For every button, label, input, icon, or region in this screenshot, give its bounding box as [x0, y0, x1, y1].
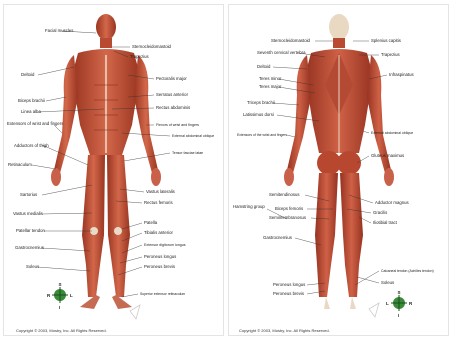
- label-teres-minor: Teres minor: [259, 76, 282, 81]
- compass-rose-posterior: [386, 290, 413, 318]
- compass-r-post: R: [409, 301, 413, 306]
- label-extensors-wrist-post: Extensors of the wrist and fingers: [237, 133, 288, 137]
- label-iliotibial-tract: Iliotibial tract: [373, 220, 397, 225]
- label-soleus-post: Soleus: [381, 280, 395, 285]
- label-rectus-abdominis: Rectus abdominis: [156, 105, 191, 110]
- label-deltoid: Deltoid: [21, 72, 35, 77]
- label-peroneus-brevis-post: Peroneus brevis: [273, 291, 305, 296]
- label-facial-muscles: Facial muscles: [45, 28, 74, 33]
- label-biceps-femoris: Biceps femoris: [275, 206, 304, 211]
- label-gracilis: Gracilis: [373, 210, 388, 215]
- label-pectoralis-major: Pectoralis major: [156, 76, 187, 81]
- label-vastus-lateralis: Vastus lateralis: [146, 189, 175, 194]
- compass-i-post: I: [398, 313, 400, 318]
- label-latissimus-dorsi: Latissimus dorsi: [243, 112, 274, 117]
- label-calcaneal-tendon: Calcaneal tendon (Achilles tendon): [381, 269, 434, 273]
- brand-mark-posterior: [369, 303, 379, 317]
- compass-rose-anterior: [47, 282, 73, 310]
- copyright-posterior: Copyright © 2003, Mosby, Inc. All Rights Reserved.: [239, 328, 330, 333]
- label-gluteus-maximus: Gluteus maximus: [371, 153, 405, 158]
- label-adductors-thigh: Adductors of thigh: [14, 143, 49, 148]
- label-patellar-tendon: Patellar tendon: [16, 228, 45, 233]
- label-peroneus-longus-post: Peroneus longus: [273, 282, 306, 287]
- label-tibialis-anterior: Tibialis anterior: [144, 230, 173, 235]
- brand-mark-anterior: [130, 305, 140, 319]
- label-gastrocnemius-post: Gastrocnemius: [263, 235, 292, 240]
- label-sternocleidomastoid-post: Sternocleidomastoid: [271, 38, 310, 43]
- label-seventh-cervical-vertebra: Seventh cervical vertebra: [257, 50, 306, 55]
- label-linea-alba: Linea alba: [21, 109, 41, 114]
- anterior-figure: [4, 5, 223, 335]
- compass-r: R: [47, 293, 51, 298]
- label-sartorius: Sartorius: [20, 192, 38, 197]
- label-deltoid-post: Deltoid: [257, 64, 271, 69]
- label-soleus: Soleus: [26, 264, 40, 269]
- posterior-view-panel: [228, 4, 449, 336]
- label-patella: Patella: [144, 220, 158, 225]
- label-extensor-digitorum-longus: Extensor digitorum longus: [144, 243, 186, 247]
- compass-l-post: L: [386, 301, 389, 306]
- label-semitendinosus: Semitendinosus: [269, 192, 300, 197]
- label-trapezius-post: Trapezius: [381, 52, 400, 57]
- label-external-oblique: External abdominal oblique: [172, 134, 215, 138]
- label-extensors-wrist: Extensors of wrist and fingers: [7, 121, 64, 126]
- label-splenius-capitis: Splenius capitis: [371, 38, 401, 43]
- label-vastus-medialis: Vastus medialis: [13, 211, 43, 216]
- label-trapezius: Trapezius: [130, 54, 149, 59]
- posterior-body: [284, 14, 394, 309]
- compass-i: I: [59, 305, 61, 310]
- label-sternocleidomastoid: Sternocleidomastoid: [132, 44, 171, 49]
- label-semimembranosus: Semimembranosus: [269, 215, 307, 220]
- label-gastrocnemius: Gastrocnemius: [15, 245, 44, 250]
- label-serratus-anterior: Serratus anterior: [156, 92, 189, 97]
- compass-s-post: S: [397, 290, 401, 295]
- compass-s: S: [58, 282, 62, 287]
- posterior-figure: [229, 5, 448, 335]
- compass-l: L: [70, 293, 73, 298]
- label-tensor-fasciae-latae: Tensor fasciae latae: [172, 151, 204, 155]
- label-adductor-magnus: Adductor magnus: [375, 200, 409, 205]
- label-rectus-femoris: Rectus femoris: [144, 200, 173, 205]
- label-peroneus-brevis: Peroneus brevis: [144, 264, 176, 269]
- label-infraspinatus: Infraspinatus: [389, 72, 414, 77]
- label-biceps-brachii: Biceps brachii: [18, 98, 45, 103]
- label-peroneus-longus: Peroneus longus: [144, 254, 177, 259]
- label-hamstring-group: Hamstring group: [233, 204, 265, 209]
- label-retinaculum: Retinaculum: [8, 162, 32, 167]
- label-external-oblique-post: External abdominal oblique: [371, 131, 414, 135]
- label-flexors-wrist: Flexors of wrist and fingers: [156, 123, 199, 127]
- copyright-anterior: Copyright © 2003, Mosby, Inc. All Rights Reserved.: [16, 328, 107, 333]
- label-triceps-brachii: Triceps brachii: [247, 100, 275, 105]
- label-teres-major: Teres major: [259, 84, 282, 89]
- anterior-view-panel: [3, 4, 224, 336]
- label-superior-extensor-retinaculum: Superior extensor retinaculum: [140, 292, 186, 296]
